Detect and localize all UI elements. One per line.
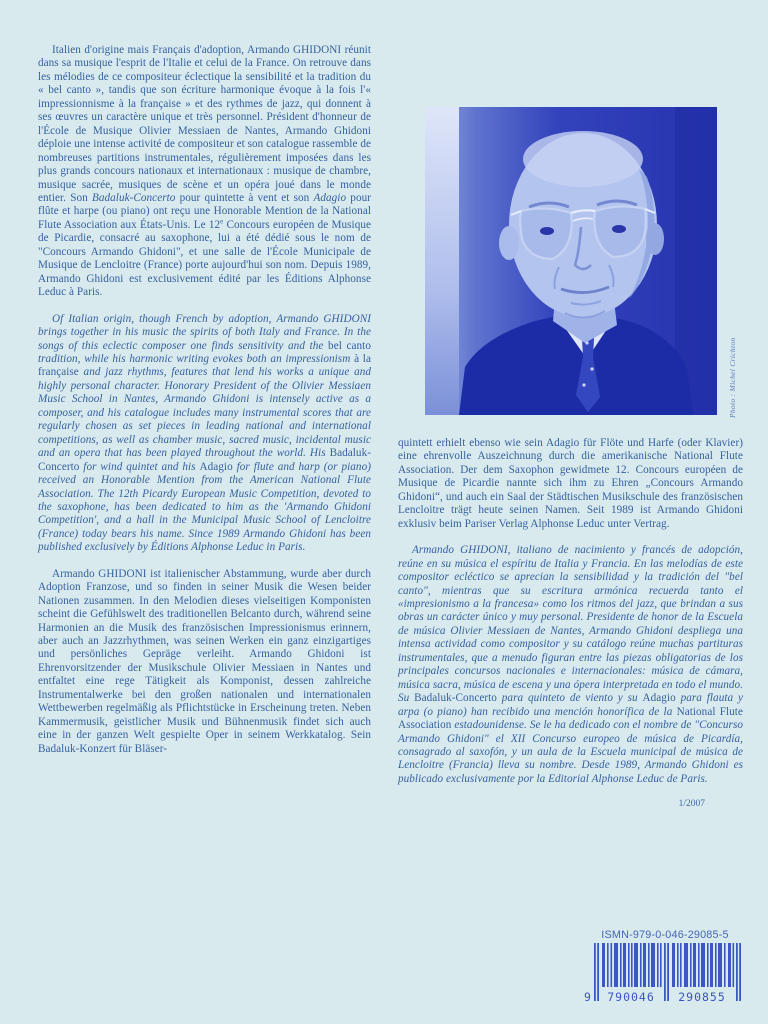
- french-paragraph: Italien d'origine mais Français d'adoption, Armando GHIDONI réunit dans sa musique l'esprit de l'Italie et celui de la France. On retrouve dans les mélodies de ce compositeur éclectique la sensibilité et la tradition du « bel canto », tandis que son écriture harmonique évoque à la fois l'« impressionnisme à la française » et des rythmes de jazz, qui donnent à ses œuvres un caractère unique et très personnel. Président d'honneur de l'École de Musique Olivier Messiaen de Nantes, Armando Ghidoni déploie une intense activité de compositeur et son catalogue rassemble de nombreuses partitions instrumentales, régulièrement imposées dans les plus grands concours nationaux et internationaux : musique de chambre, musique sacrée, musiques de scène et un opéra joué dans le monde entier. Son Badaluk-Concerto pour quintette à vent et son Adagio pour flûte et harpe (ou piano) ont reçu une Honorable Mention de la National Flute Association aux États-Unis. Le 12e Concours européen de Musique de Picardie, consacré au saxophone, lui a été dédié sous le nom de "Concours Armando Ghidoni", et une salle de l'École Municipale de Musique de Lencloitre (France) porte aujourd'hui son nom. Depuis 1989, Armando Ghidoni est exclusivement édité par les Éditions Alphonse Leduc à Paris.: [38, 44, 372, 299]
- left-ear: [499, 226, 519, 260]
- german-paragraph-left: Armando GHIDONI ist italienischer Abstammung, wurde aber durch Adoption Franzose, und so finden in seiner Musik die Wesen beider Nationen zusammen. In den Melodien dieses vielseitigen Komponisten scheint die Gefühlswelt des traditionellen Belcanto durch, während seine Harmonien an die Musik des französischen Impressionismus erinnern, aber auch an Jazzrhythmen, was seinen Werken ein ganz einzigartiges und persönliches Gepräge verleiht. Armando Ghidoni ist Ehrenvorsitzender der Musikschule Olivier Messiaen in Nantes und entfaltet eine rege Tätigkeit als Komponist, dessen zahlreiche Instrumentalwerke bei den großen nationalen und internationalen Wettbewerben regelmäßig als Pflichtstücke in Erscheinung treten. Neben Kammermusik, geistlicher Musik und Bühnenmusik findet sich auch eine in der ganzen Welt gespielte Oper in seinem Werkkatalog. Sein Badaluk-Konzert für Bläser-: [38, 567, 371, 755]
- left-eye: [540, 227, 554, 235]
- barcode-digit-lead: 9: [584, 990, 591, 1004]
- ean-barcode: [584, 943, 746, 1005]
- ismn-number: ISMN-979-0-046-29085-5: [601, 929, 729, 941]
- bald-head-highlight: [523, 131, 643, 187]
- right-text-column: [398, 437, 743, 809]
- spanish-paragraph: Armando GHIDONI, italiano de nacimiento y francés de adopción, reúne en su música el espíritu de Italia y Francia. En las melodías de este compositor ecléctico se aprecian la sensibilidad y la tradición del "bel canto", mientras que su escritura armónica recuerda tanto el «impresionismo a la francesa» como los ritmos del jazz, que brindan a sus obras un carácter único y muy personal. Presidente de honor de la Escuela de música Olivier Messiaen de Nantes, Armando Ghidoni despliega una intensa actividad como compositor y su catálogo reúne muchas partituras instrumentales, que a menudo figuran entre las piezas obligatorias de los principales concursos nacionales e internacionales: música de cámara, música sacra, música de escena y una ópera interpretada en todo el mundo. Su Badaluk-Concerto para quinteto de viento y su Adagio para flauta y arpa (o piano) han recibido una mención honorífica de la National Flute Association estadounidense. Se le ha dedicado con el nombre de "Concurso Armando Ghidoni" el XII Concurso europeo de música de Picardía, consagrado al saxofón, y un aula de la Escuela municipal de música de Lencloitre (Francia) lleva su nombre. Desde 1989, Armando Ghidoni es publicado exclusivamente por la Editorial Alphonse Leduc de Paris.: [398, 544, 743, 785]
- barcode-digit-group1: 790046: [607, 990, 655, 1004]
- barcode-digit-group2: 290855: [678, 990, 726, 1004]
- english-paragraph: Of Italian origin, though French by adoption, Armando GHIDONI brings together in his music the spirits of both Italy and France. In the songs of this eclectic composer one finds sensitivity and the bel canto tradition, while his harmonic writing evokes both an impressionism à la française and jazz rhythms, features that lend his works a unique and highly personal character. Honorary President of the Olivier Messiaen Music School in Nantes, Armando Ghidoni is intensely active as a composer, and his catalogue includes many instrumental scores that are regularly chosen as set pieces in leading national and international competitions, as well as chamber music, sacred music, incidental music and an opera that has been played throughout the world. His Badaluk-Concerto for wind quintet and his Adagio for flute and harp (or piano) received an Honorable Mention from the American National Flute Association. The 12th Picardy European Music Competition, devoted to the saxophone, has been dedicated to him as the 'Armando Ghidoni Competition', and a hall in the Municipal Music School of Lencloitre (France) today bears his name. Since 1989 Armando Ghidoni has been published exclusively by Éditions Alphonse Leduc in Paris.: [38, 312, 371, 554]
- photo-credit: Photo : Michel Crichton: [728, 337, 737, 418]
- german-paragraph-right: quintett erhielt ebenso wie sein Adagio für Flöte und Harfe (oder Klavier) eine ehrenvolle Auszeichnung durch die amerikanische National Flute Association. Der dem Saxophon gewidmete 12. Concours européen de Musique de Picardie nannte sich ihm zu Ehren „Concours Armando Ghidoni“, und auch ein Saal der Städtischen Musikschule des französischen Lencloitre trägt heute seinen Namen. Seit 1989 ist Armando Ghidoni exklusiv beim Pariser Verlag Alphonse Leduc unter Vertrag.: [398, 437, 743, 530]
- right-eye: [612, 225, 626, 233]
- barcode-block: [584, 929, 746, 1005]
- composer-portrait-photo: [425, 107, 717, 415]
- edition-note: 1/2007: [678, 799, 705, 810]
- photo-window-light: [425, 107, 459, 415]
- left-text-column: [38, 44, 371, 756]
- right-ear: [646, 223, 664, 255]
